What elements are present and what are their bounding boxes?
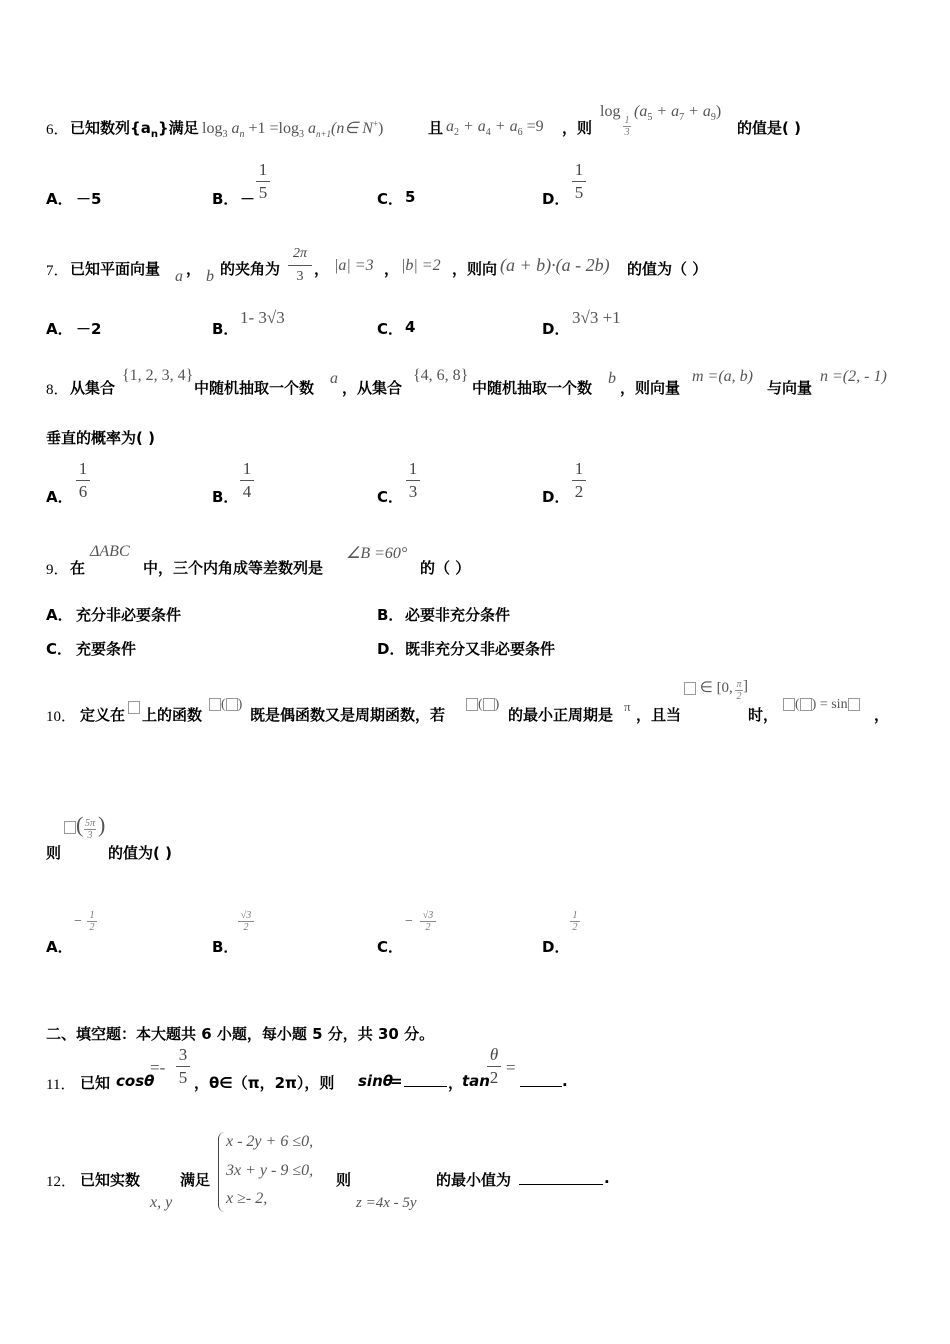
question-text: 在 bbox=[70, 559, 86, 577]
interval-condition: ∈ [0, bbox=[684, 678, 733, 697]
formula-log: log bbox=[600, 103, 621, 120]
option-value: 充要条件 bbox=[76, 640, 137, 658]
question-number: 9． bbox=[46, 562, 69, 578]
option-value: 3√3 +1 bbox=[572, 308, 621, 327]
option-label: D． bbox=[377, 640, 405, 658]
question-text: 的最小值为 bbox=[436, 1171, 512, 1189]
cos-fraction: 3 5 bbox=[176, 1045, 190, 1088]
question-text: 已知 bbox=[80, 1074, 111, 1092]
equals-sign: = bbox=[506, 1058, 516, 1077]
option-label: C． bbox=[377, 320, 404, 338]
option-label: D． bbox=[542, 190, 570, 208]
option-label: C． bbox=[377, 488, 404, 506]
vector-a: a bbox=[175, 268, 183, 285]
option-value: 必要非充分条件 bbox=[405, 606, 511, 624]
option-value: －2 bbox=[76, 320, 102, 338]
section-heading: 二、填空题：本大题共 6 小题，每小题 5 分，共 30 分。 bbox=[46, 1025, 435, 1043]
function-value bbox=[64, 820, 76, 836]
question-text: 的最小正周期是 bbox=[508, 706, 614, 724]
option-sign: － bbox=[240, 190, 256, 208]
question-text: 与向量 bbox=[767, 379, 813, 397]
question-text: ， bbox=[448, 1074, 464, 1092]
question-text: ， bbox=[186, 260, 202, 278]
triangle: ΔABC bbox=[90, 543, 130, 560]
answer-blank-sin[interactable] bbox=[404, 1086, 447, 1087]
cos-theta: cosθ bbox=[116, 1072, 155, 1090]
question-text: 时， bbox=[748, 706, 779, 724]
angle-fraction: 2π 3 bbox=[288, 244, 312, 287]
option-value: 5 bbox=[405, 188, 416, 206]
option-label: B． bbox=[212, 190, 239, 208]
question-text: 则 bbox=[336, 1171, 352, 1189]
question-text: 上的函数 bbox=[142, 706, 203, 724]
half-angle-fraction: θ 2 bbox=[487, 1045, 501, 1088]
vector-m: m =(a, b) bbox=[692, 368, 754, 385]
period: . bbox=[562, 1072, 568, 1090]
constraint-3: x ≥- 2, bbox=[226, 1190, 268, 1207]
question-text: 垂直的概率为( ) bbox=[46, 429, 155, 447]
question-text: 的值为（ ） bbox=[627, 260, 708, 278]
option-value: 充分非必要条件 bbox=[76, 606, 182, 624]
variable-a: a bbox=[330, 370, 338, 387]
equals-sign: = bbox=[390, 1072, 403, 1090]
equals-minus: =- bbox=[150, 1058, 166, 1077]
question-number: 10． bbox=[46, 709, 77, 725]
question-text: 已知平面向量 bbox=[70, 260, 161, 278]
option-fraction: 1 5 bbox=[572, 160, 586, 203]
question-number: 11． bbox=[46, 1077, 76, 1093]
option-value: 既非充分又非必要条件 bbox=[405, 640, 556, 658]
option-sign: − bbox=[74, 914, 82, 929]
pi-symbol: π bbox=[624, 699, 631, 714]
question-text: ，θ∈（π，2π），则 bbox=[194, 1074, 335, 1092]
question-text: 从集合 bbox=[70, 379, 116, 397]
set-1: {1, 2, 3, 4} bbox=[122, 367, 194, 384]
interval-fraction: π 2 bbox=[736, 679, 742, 702]
question-text: 中随机抽取一个数 bbox=[194, 379, 315, 397]
option-label: B． bbox=[212, 488, 239, 506]
option-value: －5 bbox=[76, 190, 102, 208]
option-label: B． bbox=[377, 606, 404, 624]
option-fraction: 1 5 bbox=[256, 160, 270, 203]
option-label: B． bbox=[212, 938, 239, 956]
argument-fraction: 5π 3 bbox=[84, 818, 95, 841]
paren-open: ( bbox=[76, 812, 84, 837]
interval-end: ] bbox=[743, 678, 748, 694]
angle-condition: ∠B =60° bbox=[346, 545, 408, 562]
question-text: ， bbox=[874, 706, 890, 724]
option-label: A． bbox=[46, 606, 73, 624]
question-text: 的（ ） bbox=[420, 559, 471, 577]
option-label: B． bbox=[212, 320, 239, 338]
option-fraction: 1 2 bbox=[572, 459, 586, 502]
log-base-fraction: 1 3 bbox=[624, 115, 630, 138]
question-text: ，则 bbox=[562, 119, 593, 137]
question-text: 的值是( ) bbox=[737, 119, 801, 137]
function-f-x: ( ) bbox=[209, 697, 242, 713]
question-number: 6． bbox=[46, 122, 69, 138]
option-sign: − bbox=[405, 914, 413, 929]
option-fraction: 1 2 bbox=[570, 910, 580, 933]
missing-glyph-icon bbox=[128, 697, 140, 716]
option-fraction: 1 3 bbox=[406, 459, 420, 502]
question-number: 12． bbox=[46, 1174, 77, 1190]
question-text: 的夹角为 bbox=[220, 260, 281, 278]
period: . bbox=[604, 1169, 610, 1187]
variables-xy: x, y bbox=[150, 1194, 173, 1211]
question-number: 7． bbox=[46, 263, 69, 279]
objective-z: z =4x - 5y bbox=[356, 1195, 417, 1211]
magnitude-a: |a| =3 bbox=[334, 257, 374, 274]
dot-product-expression: (a + b)·(a - 2b) bbox=[500, 255, 610, 275]
option-label: A． bbox=[46, 488, 73, 506]
formula-condition: $\log_3 a_n +1 =\log_3$ $a_{n+1}(n\in$ N+) bbox=[202, 118, 384, 141]
function-definition: ( ) = sin bbox=[783, 697, 860, 713]
option-label: D． bbox=[542, 938, 570, 956]
option-label: D． bbox=[542, 320, 570, 338]
option-fraction: √3 2 bbox=[420, 910, 436, 933]
option-fraction: 1 4 bbox=[240, 459, 254, 502]
question-text: ， bbox=[314, 260, 330, 278]
formula-sum: $a_2 + a_4 + a_6 =9$ bbox=[446, 118, 544, 139]
option-value: 4 bbox=[405, 318, 416, 336]
question-text: 中随机抽取一个数 bbox=[472, 379, 593, 397]
question-text: 满足 bbox=[180, 1171, 211, 1189]
formula-log-arg: $(a_5 + a_7 + a_9)$ bbox=[634, 103, 722, 124]
option-label: C． bbox=[377, 190, 404, 208]
question-text: 既是偶函数又是周期函数，若 bbox=[250, 706, 446, 724]
vector-n: n =(2, - 1) bbox=[820, 368, 887, 385]
option-fraction: 1 2 bbox=[87, 910, 97, 933]
option-fraction: 1 6 bbox=[76, 459, 90, 502]
tan-half-theta: tan bbox=[462, 1072, 490, 1090]
option-label: A． bbox=[46, 190, 73, 208]
question-text: 中，三个内角成等差数列是 bbox=[143, 559, 324, 577]
constraint-1: x - 2y + 6 ≤0, bbox=[226, 1133, 314, 1150]
option-label: A． bbox=[46, 320, 73, 338]
question-text: 则 bbox=[46, 844, 62, 862]
option-label: C． bbox=[377, 938, 404, 956]
variable-b: b bbox=[608, 370, 616, 387]
option-value: 1- 3√3 bbox=[240, 308, 285, 327]
function-f-x: ( ) bbox=[466, 697, 499, 713]
question-text: ，则向量 bbox=[620, 379, 681, 397]
question-text: 的值为( ) bbox=[108, 844, 172, 862]
magnitude-b: |b| =2 bbox=[401, 257, 441, 274]
system-brace bbox=[218, 1132, 225, 1212]
question-text: ，从集合 bbox=[342, 379, 403, 397]
set-2: {4, 6, 8} bbox=[413, 367, 469, 384]
option-fraction: √3 2 bbox=[238, 910, 254, 933]
question-text: ， bbox=[384, 260, 400, 278]
question-text: 已知数列$\{a_n\}$满足 bbox=[70, 119, 199, 140]
option-label: C． bbox=[46, 640, 73, 658]
question-number: 8． bbox=[46, 382, 69, 398]
question-text: ，则向 bbox=[452, 260, 498, 278]
option-label: D． bbox=[542, 488, 570, 506]
sin-theta: sinθ bbox=[358, 1072, 394, 1090]
vector-b: b bbox=[206, 268, 214, 285]
question-text: 已知实数 bbox=[80, 1171, 141, 1189]
question-text: 且 bbox=[428, 119, 444, 137]
answer-blank-tan[interactable] bbox=[520, 1086, 562, 1087]
answer-blank-min[interactable] bbox=[519, 1184, 603, 1185]
constraint-2: 3x + y - 9 ≤0, bbox=[226, 1162, 314, 1179]
question-text: 定义在 bbox=[80, 706, 126, 724]
option-label: A． bbox=[46, 938, 73, 956]
question-text: ，且当 bbox=[636, 706, 682, 724]
paren-close: ) bbox=[98, 812, 106, 837]
